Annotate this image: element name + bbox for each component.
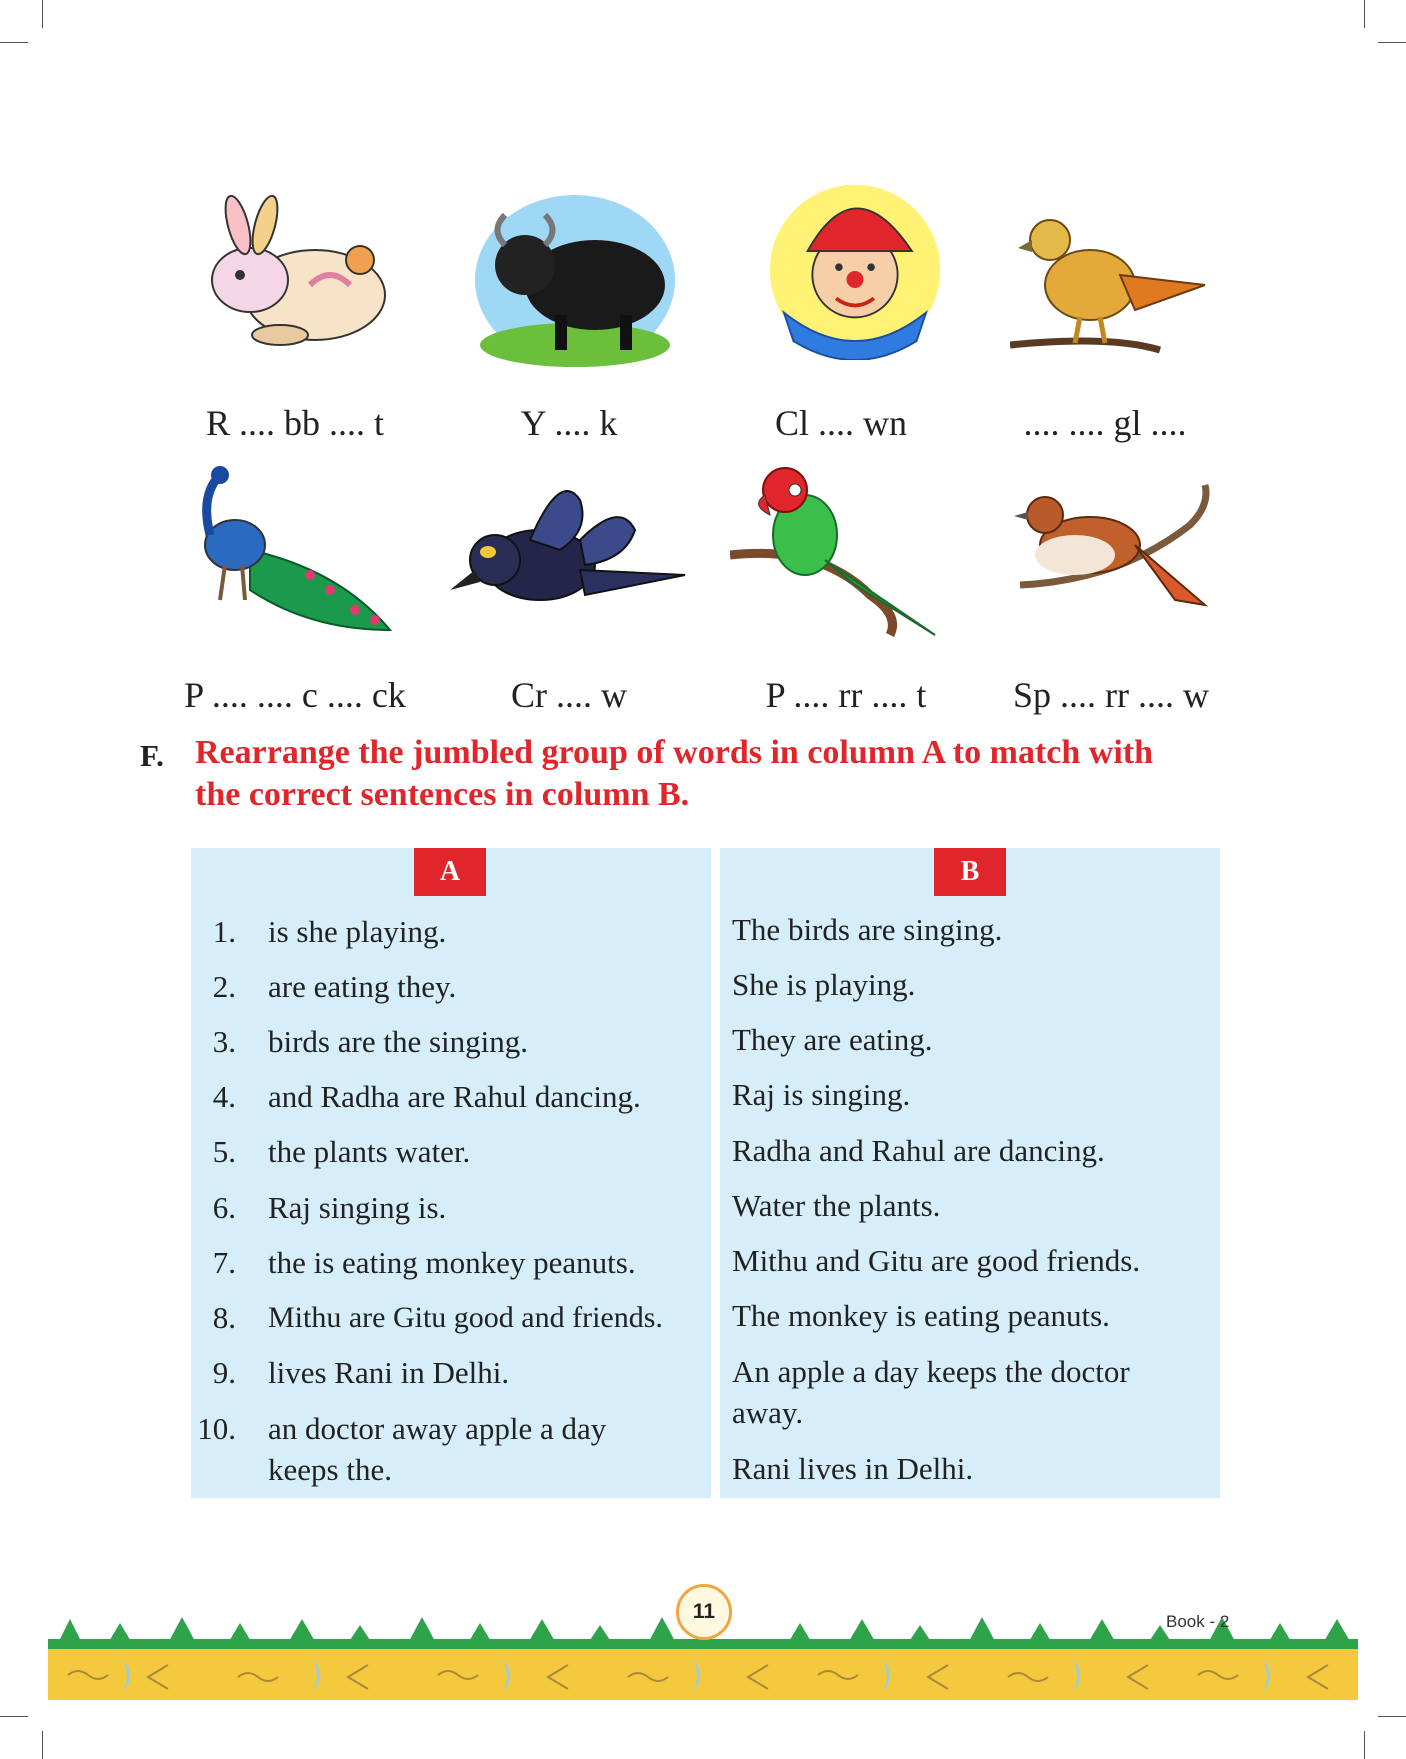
instruction-line-2: the correct sentences in column B. bbox=[195, 776, 690, 813]
row-number: 10. bbox=[197, 1411, 236, 1446]
yak-caption: Y .... k bbox=[520, 403, 618, 443]
crop-mark bbox=[1364, 1731, 1365, 1759]
correct-sentence: An apple a day keeps the doctor bbox=[732, 1354, 1130, 1389]
crow-picture bbox=[450, 470, 690, 640]
correct-sentence: The monkey is eating peanuts. bbox=[732, 1298, 1110, 1333]
eagle-caption: .... .... gl .... bbox=[1023, 403, 1187, 443]
crop-mark bbox=[1378, 1716, 1406, 1717]
jumbled-sentence: Mithu are Gitu good and friends. bbox=[268, 1301, 663, 1334]
column-b-header: B bbox=[934, 848, 1006, 896]
correct-sentence: Rani lives in Delhi. bbox=[732, 1451, 974, 1486]
crow-caption: Cr .... w bbox=[511, 675, 627, 715]
sparrow-caption: Sp .... rr .... w bbox=[1013, 675, 1209, 715]
instruction-line-1: Rearrange the jumbled group of words in column A to match with bbox=[195, 734, 1153, 771]
jumbled-sentence: birds are the singing. bbox=[268, 1024, 529, 1059]
page-number: 11 bbox=[676, 1584, 732, 1640]
row-number: 1. bbox=[212, 914, 236, 949]
correct-sentence: They are eating. bbox=[732, 1022, 933, 1057]
row-number: 2. bbox=[212, 969, 236, 1004]
row-number: 4. bbox=[212, 1079, 236, 1114]
clown-picture bbox=[750, 180, 960, 360]
correct-sentence: Water the plants. bbox=[732, 1188, 941, 1223]
jumbled-sentence-continued: keeps the. bbox=[268, 1452, 392, 1487]
crop-mark bbox=[0, 1716, 28, 1717]
parrot-picture bbox=[730, 460, 970, 640]
column-a-header: A bbox=[414, 848, 486, 896]
jumbled-sentence: the plants water. bbox=[268, 1134, 471, 1169]
clown-caption: Cl .... wn bbox=[774, 403, 907, 443]
sparrow-picture bbox=[1010, 470, 1230, 640]
jumbled-sentence: the is eating monkey peanuts. bbox=[268, 1245, 636, 1280]
correct-sentence: Radha and Rahul are dancing. bbox=[732, 1133, 1105, 1168]
correct-sentence: She is playing. bbox=[732, 967, 916, 1002]
correct-sentence: Mithu and Gitu are good friends. bbox=[732, 1243, 1141, 1278]
correct-sentence-continued: away. bbox=[732, 1395, 804, 1430]
exercise-instruction bbox=[195, 732, 1235, 816]
jumbled-sentence: Raj singing is. bbox=[268, 1190, 447, 1225]
exercise-label: F. bbox=[140, 738, 164, 773]
crop-mark bbox=[42, 1731, 43, 1759]
row-number: 9. bbox=[212, 1355, 236, 1390]
peacock-caption: P .... .... c .... ck bbox=[184, 675, 406, 715]
jumbled-sentence: and Radha are Rahul dancing. bbox=[268, 1079, 641, 1114]
eagle-picture bbox=[1010, 200, 1220, 380]
row-number: 5. bbox=[212, 1134, 236, 1169]
jumbled-sentence: an doctor away apple a day bbox=[268, 1411, 607, 1446]
row-number: 6. bbox=[212, 1190, 236, 1225]
jumbled-sentence: is she playing. bbox=[268, 914, 447, 949]
peacock-picture bbox=[180, 460, 410, 640]
row-number: 8. bbox=[212, 1300, 236, 1335]
yak-picture bbox=[470, 190, 680, 370]
rabbit-picture bbox=[190, 190, 400, 370]
parrot-caption: P .... rr .... t bbox=[765, 675, 927, 715]
jumbled-sentence: lives Rani in Delhi. bbox=[268, 1355, 510, 1390]
book-label: Book - 2 bbox=[1166, 1612, 1230, 1631]
correct-sentence: The birds are singing. bbox=[732, 912, 1003, 947]
crop-mark bbox=[42, 0, 43, 28]
crop-mark bbox=[1378, 42, 1406, 43]
crop-mark bbox=[1364, 0, 1365, 28]
row-number: 7. bbox=[212, 1245, 236, 1280]
jumbled-sentence: are eating they. bbox=[268, 969, 457, 1004]
row-number: 3. bbox=[212, 1024, 236, 1059]
rabbit-caption: R .... bb .... t bbox=[205, 403, 384, 443]
correct-sentence: Raj is singing. bbox=[732, 1077, 911, 1112]
crop-mark bbox=[0, 42, 28, 43]
